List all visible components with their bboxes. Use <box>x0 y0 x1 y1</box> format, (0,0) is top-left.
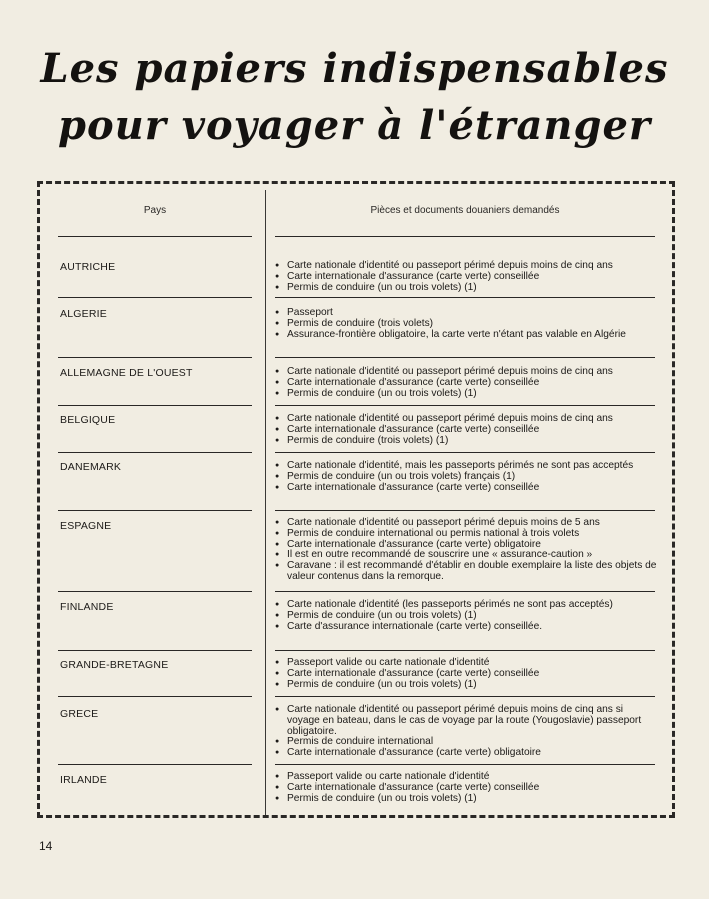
document-list <box>274 705 658 759</box>
list-item: ● Assurance-frontière obligatoire, la carte verte n'étant pas valable en Algérie <box>274 330 658 341</box>
country-name: DANEMARK <box>60 461 122 473</box>
list-item: ● Carte internationale d'assurance (carte verte) conseillée <box>274 783 658 794</box>
list-item: ● Carte internationale d'assurance (carte verte) conseillée <box>274 425 658 436</box>
list-item: ● Permis de conduire (un ou trois volets) (1) <box>274 794 658 805</box>
document-list <box>274 518 658 583</box>
row-rule-left <box>58 452 252 453</box>
row-rule-right <box>275 357 655 358</box>
document-list <box>274 308 658 340</box>
list-item: ● Il est en outre recommandé de souscrire une « assurance-caution » <box>274 550 658 561</box>
list-item: ● Permis de conduire (un ou trois volets) français (1) <box>274 472 658 483</box>
column-header-country: Pays <box>143 205 167 216</box>
list-item: ● Carte internationale d'assurance (carte verte) obligatoire <box>274 748 658 759</box>
row-rule-right <box>275 452 655 453</box>
list-item: ● Carte internationale d'assurance (carte verte) conseillée <box>274 378 658 389</box>
list-item: ● Carte nationale d'identité, mais les passeports périmés ne sont pas acceptés <box>274 461 658 472</box>
row-rule-right <box>275 591 655 592</box>
list-item: ● Passeport valide ou carte nationale d'identité <box>274 658 658 669</box>
country-name: ESPAGNE <box>60 520 112 532</box>
row-rule-left <box>58 764 252 765</box>
country-name: FINLANDE <box>60 601 114 613</box>
list-item: ● Passeport valide ou carte nationale d'identité <box>274 772 658 783</box>
country-name: IRLANDE <box>60 774 107 786</box>
country-name: BELGIQUE <box>60 414 116 426</box>
row-rule-right <box>275 510 655 511</box>
document-list <box>274 772 658 804</box>
row-rule-left <box>58 357 252 358</box>
list-item: ● Permis de conduire (un ou trois volets) (1) <box>274 283 658 294</box>
row-rule-left <box>58 696 252 697</box>
list-item: ● Carte internationale d'assurance (carte verte) conseillée <box>274 272 658 283</box>
country-name: AUTRICHE <box>60 261 116 273</box>
list-item: ● Permis de conduire (trois volets) <box>274 319 658 330</box>
row-rule-right <box>275 696 655 697</box>
list-item: ● Passeport <box>274 308 658 319</box>
list-item: ● Carte internationale d'assurance (carte verte) conseillée <box>274 483 658 494</box>
row-rule-right <box>275 297 655 298</box>
header-rule-right <box>275 236 655 237</box>
list-item: ● Carte nationale d'identité ou passeport périmé depuis moins de 5 ans <box>274 518 658 529</box>
document-list <box>274 658 658 690</box>
row-rule-left <box>58 510 252 511</box>
row-rule-left <box>58 405 252 406</box>
list-item: ● Caravane : il est recommandé d'établir en double exemplaire la liste des objets de valeur contenus dans la remorque. <box>274 561 658 583</box>
row-rule-left <box>58 297 252 298</box>
list-item: ● Permis de conduire international ou permis national à trois volets <box>274 529 658 540</box>
list-item: ● Permis de conduire (un ou trois volets) (1) <box>274 680 658 691</box>
country-name: GRANDE-BRETAGNE <box>60 659 169 671</box>
column-header-documents: Pièces et documents douaniers demandés <box>370 205 560 216</box>
list-item: ● Carte internationale d'assurance (carte verte) obligatoire <box>274 540 658 551</box>
country-name: ALLEMAGNE DE L'OUEST <box>60 367 193 379</box>
list-item: ● Carte nationale d'identité ou passeport périmé depuis moins de cinq ans <box>274 261 658 272</box>
country-name: GRECE <box>60 708 99 720</box>
header-rule-left <box>58 236 252 237</box>
list-item: ● Permis de conduire (un ou trois volets) (1) <box>274 389 658 400</box>
document-list <box>274 414 658 446</box>
row-rule-right <box>275 764 655 765</box>
page-title-line-2: pour voyager à l'étranger <box>57 102 651 149</box>
list-item: ● Permis de conduire international <box>274 737 658 748</box>
list-item: ● Carte nationale d'identité ou passeport périmé depuis moins de cinq ans <box>274 367 658 378</box>
list-item: ● Carte nationale d'identité ou passeport périmé depuis moins de cinq ans si voyage en bateau, dans le cas de voyage par la route (Yougoslavie) passeport obligatoire. <box>274 705 658 737</box>
list-item: ● Permis de conduire (un ou trois volets) (1) <box>274 611 658 622</box>
page-title-line-1: Les papiers indispensables <box>40 45 669 92</box>
list-item: ● Carte nationale d'identité ou passeport périmé depuis moins de cinq ans <box>274 414 658 425</box>
list-item: ● Carte nationale d'identité (les passeports périmés ne sont pas acceptés) <box>274 600 658 611</box>
list-item: ● Carte d'assurance internationale (carte verte) conseillée. <box>274 622 658 633</box>
row-rule-left <box>58 650 252 651</box>
document-list <box>274 367 658 399</box>
document-list <box>274 600 658 632</box>
document-list <box>274 261 658 293</box>
row-rule-right <box>275 650 655 651</box>
row-rule-left <box>58 591 252 592</box>
list-item: ● Permis de conduire (trois volets) (1) <box>274 436 658 447</box>
country-name: ALGERIE <box>60 308 107 320</box>
document-list <box>274 461 658 493</box>
column-divider <box>265 190 266 815</box>
page-number: 14 <box>39 839 53 853</box>
row-rule-right <box>275 405 655 406</box>
list-item: ● Carte internationale d'assurance (carte verte) conseillée <box>274 669 658 680</box>
